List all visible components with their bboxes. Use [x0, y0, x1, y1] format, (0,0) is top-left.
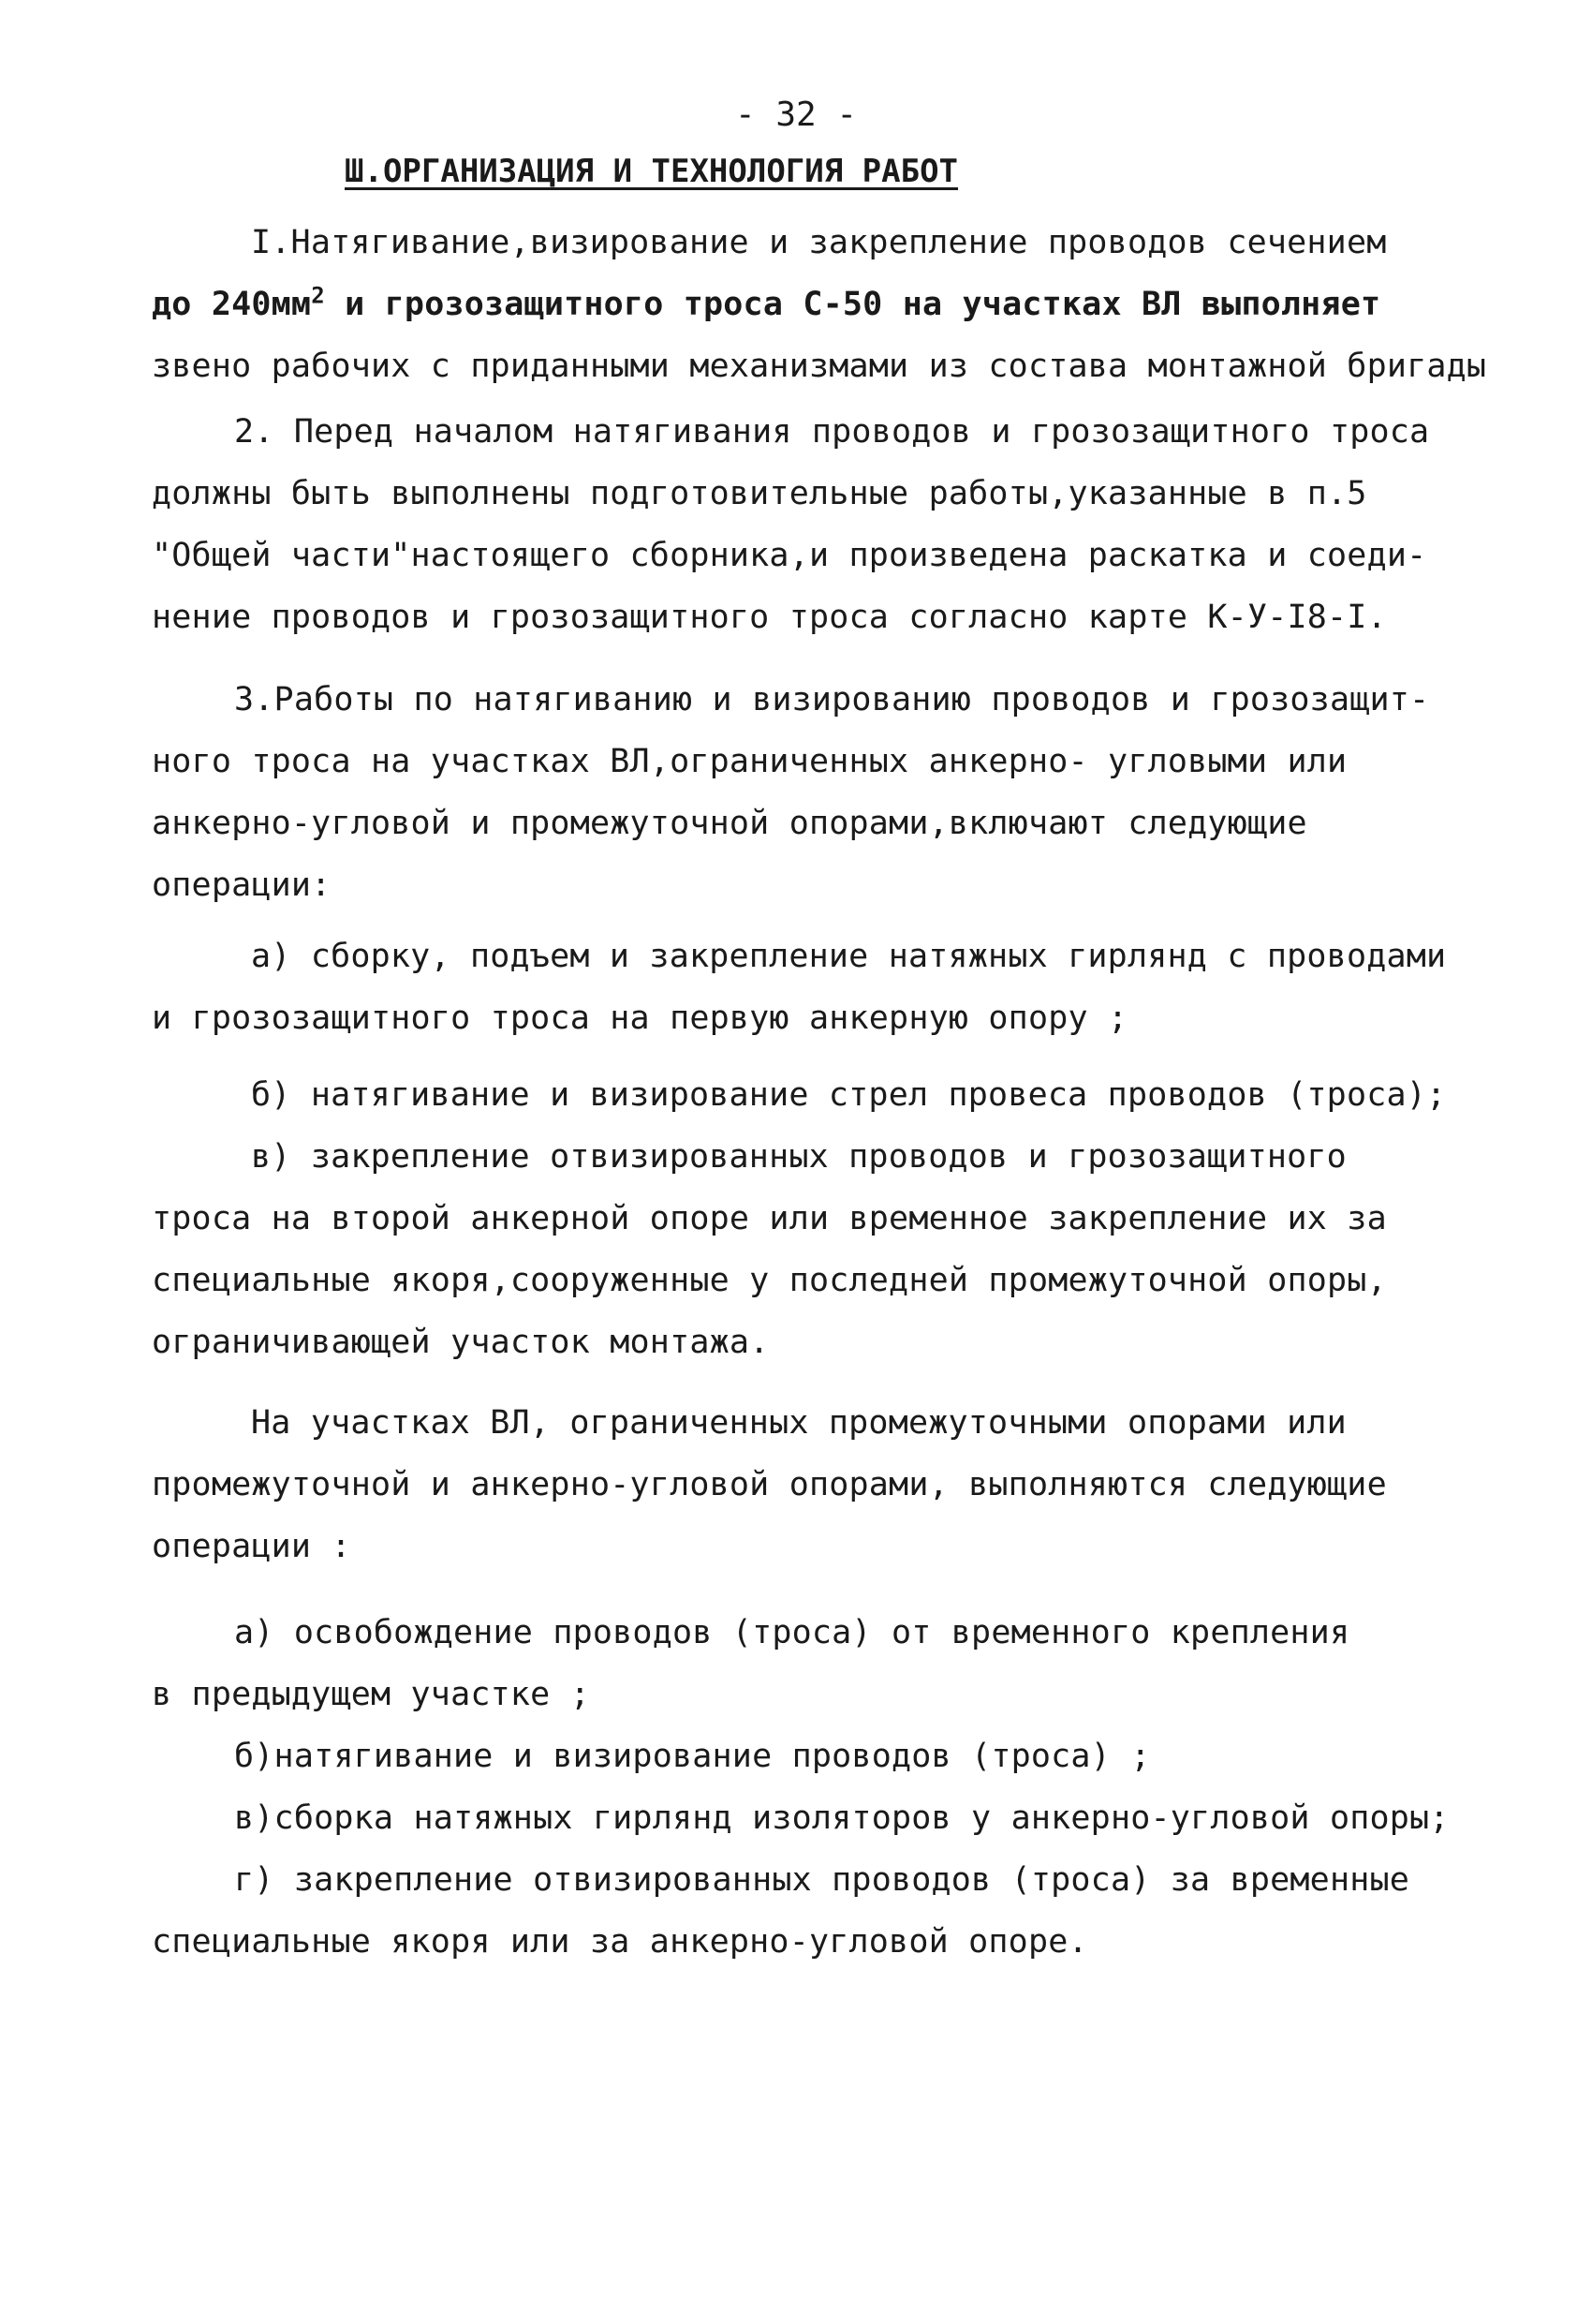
list2-item-a-line-1: а) освобождение проводов (троса) от временного крепления — [234, 1614, 1350, 1651]
list1-item-c-line-2: троса на второй анкерной опоре или временное закрепление их за — [152, 1200, 1387, 1237]
page-number: - 32 - — [734, 96, 858, 134]
p3-line-2: ного троса на участках ВЛ,ограниченных анкерно- угловыми или — [152, 743, 1348, 780]
list1-item-a-line-1: а) сборку, подъем и закрепление натяжных гирлянд с проводами — [251, 938, 1447, 975]
section-heading: Ш.ОРГАНИЗАЦИЯ И ТЕХНОЛОГИЯ РАБОТ — [345, 153, 959, 190]
list1-item-c-line-4: ограничивающей участок монтажа. — [152, 1324, 770, 1361]
list1-item-c-line-3: специальные якоря,сооруженные у последней промежуточной опоры, — [152, 1262, 1387, 1299]
list1-item-b-line-1: б) натягивание и визирование стрел провеса проводов (троса); — [251, 1076, 1447, 1114]
p1-line-1: I.Натягивание,визирование и закрепление проводов сечением — [251, 224, 1387, 261]
list2-item-c-line-1: в)сборка натяжных гирлянд изоляторов у анкерно-угловой опоры; — [234, 1799, 1450, 1837]
p3-line-4: операции: — [152, 866, 332, 904]
p1-line-3: звено рабочих с приданными механизмами из состава монтажной бригады — [152, 348, 1487, 385]
p1-line-2 — [152, 283, 1380, 326]
list2-item-d-line-1: г) закрепление отвизированных проводов (троса) за временные — [234, 1861, 1410, 1899]
p1-line-2-end: и грозозащитного троса С-50 на участках ВЛ выполняет — [324, 286, 1381, 323]
list2-item-b-line-1: б)натягивание и визирование проводов (троса) ; — [234, 1738, 1151, 1775]
list1-item-c-line-1: в) закрепление отвизированных проводов и грозозащитного — [251, 1138, 1347, 1176]
p2-line-1: 2. Перед началом натягивания проводов и грозозащитного троса — [234, 413, 1430, 451]
p1-line-2-superscript: 2 — [311, 282, 325, 309]
p3-line-3: анкерно-угловой и промежуточной опорами,включают следующие — [152, 805, 1307, 842]
list1-item-a-line-2: и грозозащитного троса на первую анкерную опору ; — [152, 999, 1128, 1037]
p2-line-4: нение проводов и грозозащитного троса согласно карте К-У-I8-I. — [152, 599, 1387, 636]
p2-line-2: должны быть выполнены подготовительные работы,указанные в п.5 — [152, 475, 1367, 512]
p1-line-2-start: до 240мм — [152, 286, 312, 323]
p2-line-3: "Общей части"настоящего сборника,и произведена раскатка и соеди- — [152, 537, 1427, 574]
list2-item-d-line-2: специальные якоря или за анкерно-угловой опоре. — [152, 1923, 1088, 1961]
p4-line-3: операции : — [152, 1528, 351, 1565]
list2-item-a-line-2: в предыдущем участке ; — [152, 1676, 590, 1713]
p4-line-2: промежуточной и анкерно-угловой опорами, выполняются следующие — [152, 1466, 1387, 1503]
p3-line-1: 3.Работы по натягиванию и визированию проводов и грозозащит- — [234, 681, 1430, 718]
p4-line-1: На участках ВЛ, ограниченных промежуточными опорами или — [251, 1404, 1347, 1442]
